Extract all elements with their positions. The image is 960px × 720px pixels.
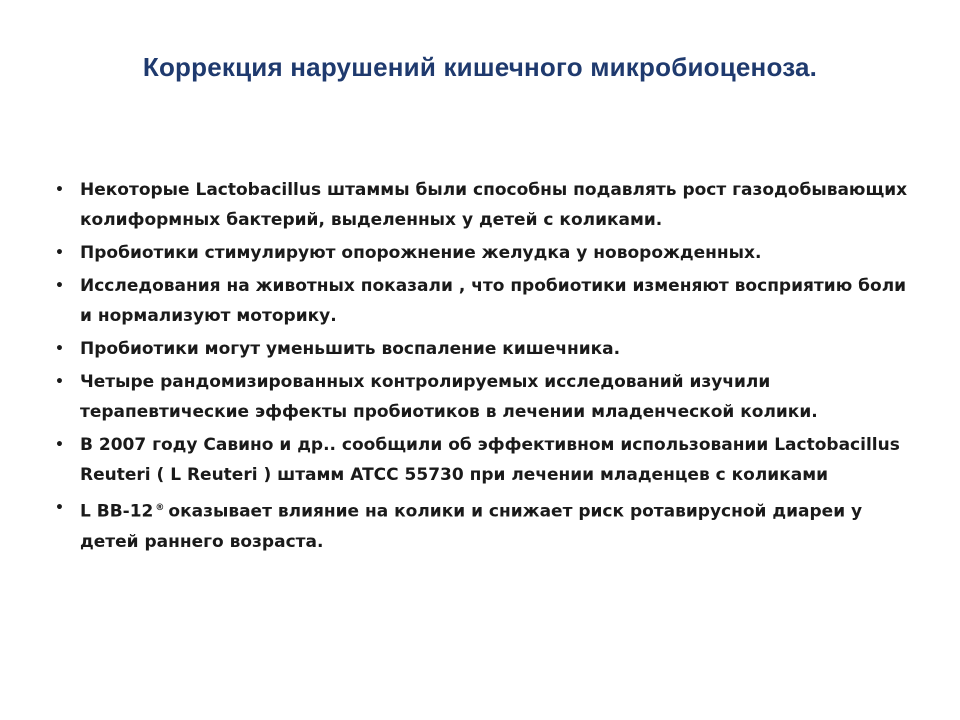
bullet-icon: • [55,341,64,357]
bullet-text-rest: оказывает влияние на колики и снижает риск ротавирусной диареи у детей раннего возраста. [80,501,863,552]
slide-title: Коррекция нарушений кишечного микробиоценоза. [142,52,818,82]
bullet-text: Пробиотики могут уменьшить воспаление кишечника. [80,339,621,359]
bullet-icon: • [55,437,64,453]
bullet-icon: • [55,245,64,261]
bullet-text-lead: L BB-12 [80,501,154,522]
bullet-text: Пробиотики стимулируют опорожнение желудка у новорожденных. [80,243,762,263]
list-item [55,367,915,427]
list-item [55,430,915,490]
list-item [55,175,915,235]
list-item [55,238,915,268]
bullet-icon: • [55,182,64,198]
list-item [55,493,915,557]
bullet-text: Четыре рандомизированных контролируемых исследований изучили терапевтические эффекты пробиотиков в лечении младенческой колики. [80,372,818,422]
bullet-icon: • [55,374,64,390]
list-item [55,271,915,331]
bullet-text: Исследования на животных показали , что пробиотики изменяют восприятию боли и нормализуют моторику. [80,276,907,326]
bullet-text: Некоторые Lactobacillus штаммы были способны подавлять рост газодобывающих колиформных бактерий, выделенных у детей с коликами. [80,180,908,230]
list-item [55,334,915,364]
bullet-text: В 2007 году Савино и др.. сообщили об эффективном использовании Lactobacillus Reuteri ( L Reuteri ) штамм ATCC 55730 при лечении младенцев с коликами [80,435,900,485]
bullet-list [55,175,915,560]
bullet-icon: • [55,500,64,516]
registered-mark: ® [155,503,165,513]
bullet-icon: • [55,278,64,294]
